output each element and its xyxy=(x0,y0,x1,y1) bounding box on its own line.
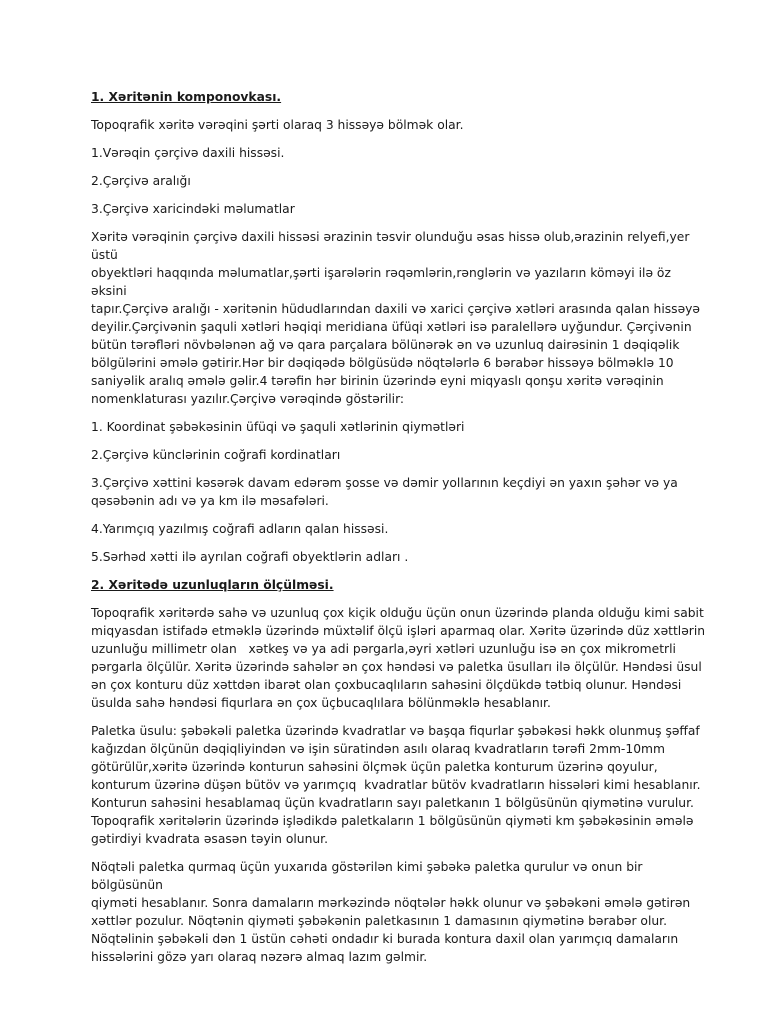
list-item xyxy=(91,474,708,510)
text-line: hissələrini gözə yarı olaraq nəzərə almaq lazım gəlmir. xyxy=(91,950,428,964)
text-line: saniyəlik aralıq əmələ gəlir.4 tərəfin hər birinin üzərində eyni miqyaslı qonşu xəritə vərəqinin xyxy=(91,374,664,388)
text-line: götürülür,xəritə üzərində konturun sahəsini ölçmək üçün paletka konturum üzərinə qoyulur, xyxy=(91,760,658,774)
list-item: 4.Yarımçıq yazılmış coğrafi adların qalan hissəsi. xyxy=(91,522,389,536)
text-line: Paletka üsulu: şəbəkəli paletka üzərində kvadratlar və başqa fiqurlar şəbəkəsi həkk olunmuş şəffaf xyxy=(91,724,700,738)
section-1-heading: 1. Xəritənin komponovkası. xyxy=(91,90,282,104)
section-2-paragraph-3 xyxy=(91,858,708,966)
text-line: Topoqrafik xəritələrin üzərində işlədikdə paletkaların 1 bölgüsünün qiyməti km şəbəkəsinin əmələ xyxy=(91,814,694,828)
section-1-intro: Topoqrafik xəritə vərəqini şərti olaraq 3 hissəyə bölmək olar. xyxy=(91,118,464,132)
text-line: ən çox konturu düz xəttdən ibarət olan çoxbucaqlıların sahəsini ölçdükdə tətbiq olunur. Həndəsi xyxy=(91,678,682,692)
part-item: 1.Vərəqin çərçivə daxili hissəsi. xyxy=(91,146,285,160)
text-line: Topoqrafik xəritərdə sahə və uzunluq çox kiçik olduğu üçün onun üzərində planda olduğu kimi sabit xyxy=(91,606,704,620)
text-line: Xəritə vərəqinin çərçivə daxili hissəsi ərazinin təsvir olunduğu əsas hissə olub,ərazinin relyefi,yer üstü xyxy=(91,230,690,262)
part-item: 3.Çərçivə xaricindəki məlumatlar xyxy=(91,202,295,216)
text-line: gətirdiyi kvadrata əsasən təyin olunur. xyxy=(91,832,328,846)
text-line: Konturun sahəsini hesablamaq üçün kvadratların sayı paletkanın 1 bölgüsünün qiymətinə vurulur. xyxy=(91,796,694,810)
text-line: miqyasdan istifadə etməklə üzərində müxtəlif ölçü işləri aparmaq olar. Xəritə üzərində düz xəttlərin xyxy=(91,624,706,638)
text-line: 3.Çərçivə xəttini kəsərək davam edərəm şosse və dəmir yollarının keçdiyi ən yaxın şəhər və ya xyxy=(91,476,678,490)
text-line: tapır.Çərçivə aralığı - xəritənin hüdudlarından daxili və xarici çərçivə xətləri arasında qalan hissəyə xyxy=(91,302,700,316)
text-line: Nöqtəlinin şəbəkəli dən 1 üstün cəhəti ondadır ki burada kontura daxil olan yarımçıq damaların xyxy=(91,932,679,946)
text-line: bölgülərini əmələ gətirir.Hər bir dəqiqədə bölgüsüdə nöqtələrlə 6 bərabər hissəyə bölməklə 10 xyxy=(91,356,674,370)
part-item: 2.Çərçivə aralığı xyxy=(91,174,191,188)
list-item: 1. Koordinat şəbəkəsinin üfüqi və şaquli xətlərinin qiymətləri xyxy=(91,420,465,434)
text-line: üsulda sahə həndəsi fiqurlara ən çox üçbucaqlılara bölünməklə hesablanır. xyxy=(91,696,551,710)
text-line: Nöqtəli paletka qurmaq üçün yuxarıda göstərilən kimi şəbəkə paletka qurulur və onun bir bölgüsünün xyxy=(91,860,643,892)
text-line: uzunluğu millimetr olan xətkeş və ya adi pərgarla,əyri xətləri uzunluğu isə ən çox mikrometrli xyxy=(91,642,676,656)
text-line: kağızdan ölçünün dəqiqliyindən və işin süratindən asılı olaraq kvadratların tərəfi 2mm-10mm xyxy=(91,742,665,756)
text-line: qiyməti hesablanır. Sonra damaların mərkəzində nöqtələr həkk olunur və şəbəkəni əmələ gətirən xyxy=(91,896,691,910)
section-2-paragraph-2 xyxy=(91,722,708,848)
section-1-body-paragraph xyxy=(91,228,708,408)
section-2-paragraph-1 xyxy=(91,604,708,712)
section-2-heading: 2. Xəritədə uzunluqların ölçülməsi. xyxy=(91,578,334,592)
text-line: deyilir.Çərçivənin şaquli xətləri həqiqi meridiana üfüqi xətləri isə paralellərə uyğundur. Çərçivənin xyxy=(91,320,692,334)
text-line: nomenklaturası yazılır.Çərçivə vərəqində göstərilir: xyxy=(91,392,405,406)
text-line: konturum üzərinə düşən bütöv və yarımçıq kvadratlar bütöv kvadratların hissələri kimi hesablanır. xyxy=(91,778,701,792)
text-line: qəsəbənin adı və ya km ilə məsafələri. xyxy=(91,494,329,508)
list-item: 2.Çərçivə künclərinin coğrafi kordinatları xyxy=(91,448,341,462)
list-item: 5.Sərhəd xətti ilə ayrılan coğrafi obyektlərin adları . xyxy=(91,550,409,564)
text-line: pərgarla ölçülür. Xəritə üzərində sahələr ən çox həndəsi və paletka üsulları ilə ölçülür. Həndəsi üsul xyxy=(91,660,702,674)
text-line: obyektləri haqqında məlumatlar,şərti işarələrin rəqəmlərin,rənglərin və yazıların köməyi ilə öz əksini xyxy=(91,266,671,298)
text-line: bütün tərəfləri növbələnən ağ və qara parçalara bölünərək ən və uzunluq dairəsinin 1 dəqiqəlik xyxy=(91,338,680,352)
text-line: xəttlər pozulur. Nöqtənin qiyməti şəbəkənin paletkasının 1 damasının qiymətinə bərabər olur. xyxy=(91,914,667,928)
